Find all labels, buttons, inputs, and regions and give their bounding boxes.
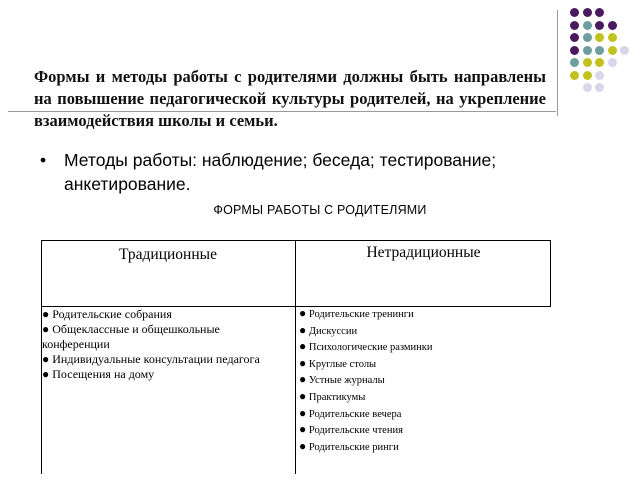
list-item: ● Общеклассные и общешкольные конференции [42,322,220,351]
slide-title: Формы и методы работы с родителями должны быть направлены на повышение педагогической культуры родителей, на укрепление взаимодействия школы и семьи. [34,67,546,130]
decorative-dot [595,58,604,67]
decorative-dot [583,71,592,80]
list-item: ● Посещения на дому [42,367,155,381]
list-item: ● Дискуссии [299,322,358,337]
header-nontraditional: Нетрадиционные [366,244,481,261]
decorative-dot [583,8,592,17]
decorative-dot [570,58,579,67]
nontraditional-list [299,306,549,455]
bullet-icon: ● [299,372,307,387]
list-item: ● Родительские вечера [299,405,402,420]
bullet-icon: ● [299,405,307,420]
list-item: ● Родительские тренинги [299,306,414,320]
header-traditional: Традиционные [119,246,217,263]
bullet-icon: ● [42,322,50,336]
decorative-dot [595,8,604,17]
list-item: ● Практикумы [299,388,366,403]
bullet-icon: ● [299,306,307,320]
decorative-dot [570,71,579,80]
list-item: ● Индивидуальные консультации педагога [42,352,260,366]
decorative-dot [595,33,604,42]
bullet-icon: • [40,150,47,170]
table-column-divider [295,240,296,474]
decorative-dot [583,58,592,67]
decorative-dot [583,33,592,42]
bullet-icon: ● [299,355,307,370]
bullet-icon: ● [42,367,50,381]
decorative-dot [608,33,617,42]
decorative-dot [595,71,604,80]
decorative-dot [595,21,604,30]
decorative-dot [595,83,604,92]
bullet-icon: ● [299,438,307,453]
decorative-dot [583,83,592,92]
bullet-icon: ● [299,388,307,403]
table-border-top [41,240,551,241]
bullet-icon: ● [42,307,50,321]
bullet-icon: ● [42,352,50,366]
decorative-dot [620,46,629,55]
bullet-icon: ● [299,322,307,337]
decorative-dot [608,58,617,67]
list-item: ● Психологические разминки [299,339,433,354]
bullet-icon: ● [299,339,307,354]
decorative-dot [570,46,579,55]
decorative-dot-grid [570,8,632,104]
decorative-dot [608,46,617,55]
decorative-vertical-line [557,10,558,116]
decorative-dot [570,8,579,17]
decorative-dot [595,46,604,55]
traditional-list [42,307,290,382]
decorative-dot [583,21,592,30]
decorative-dot [570,21,579,30]
list-item: ● Устные журналы [299,372,385,387]
list-item: ● Круглые столы [299,355,377,370]
table-caption: ФОРМЫ РАБОТЫ С РОДИТЕЛЯМИ [213,203,427,217]
forms-table [41,240,551,474]
methods-text: Методы работы: наблюдение; беседа; тестирование; анкетирование. [64,150,497,194]
decorative-dot [583,46,592,55]
list-item: ● Родительские собрания [42,307,172,321]
list-item: ● Родительские чтения [299,422,403,437]
decorative-dot [570,33,579,42]
bullet-icon: ● [299,422,307,437]
decorative-dot [608,21,617,30]
list-item: ● Родительские ринги [299,438,399,453]
